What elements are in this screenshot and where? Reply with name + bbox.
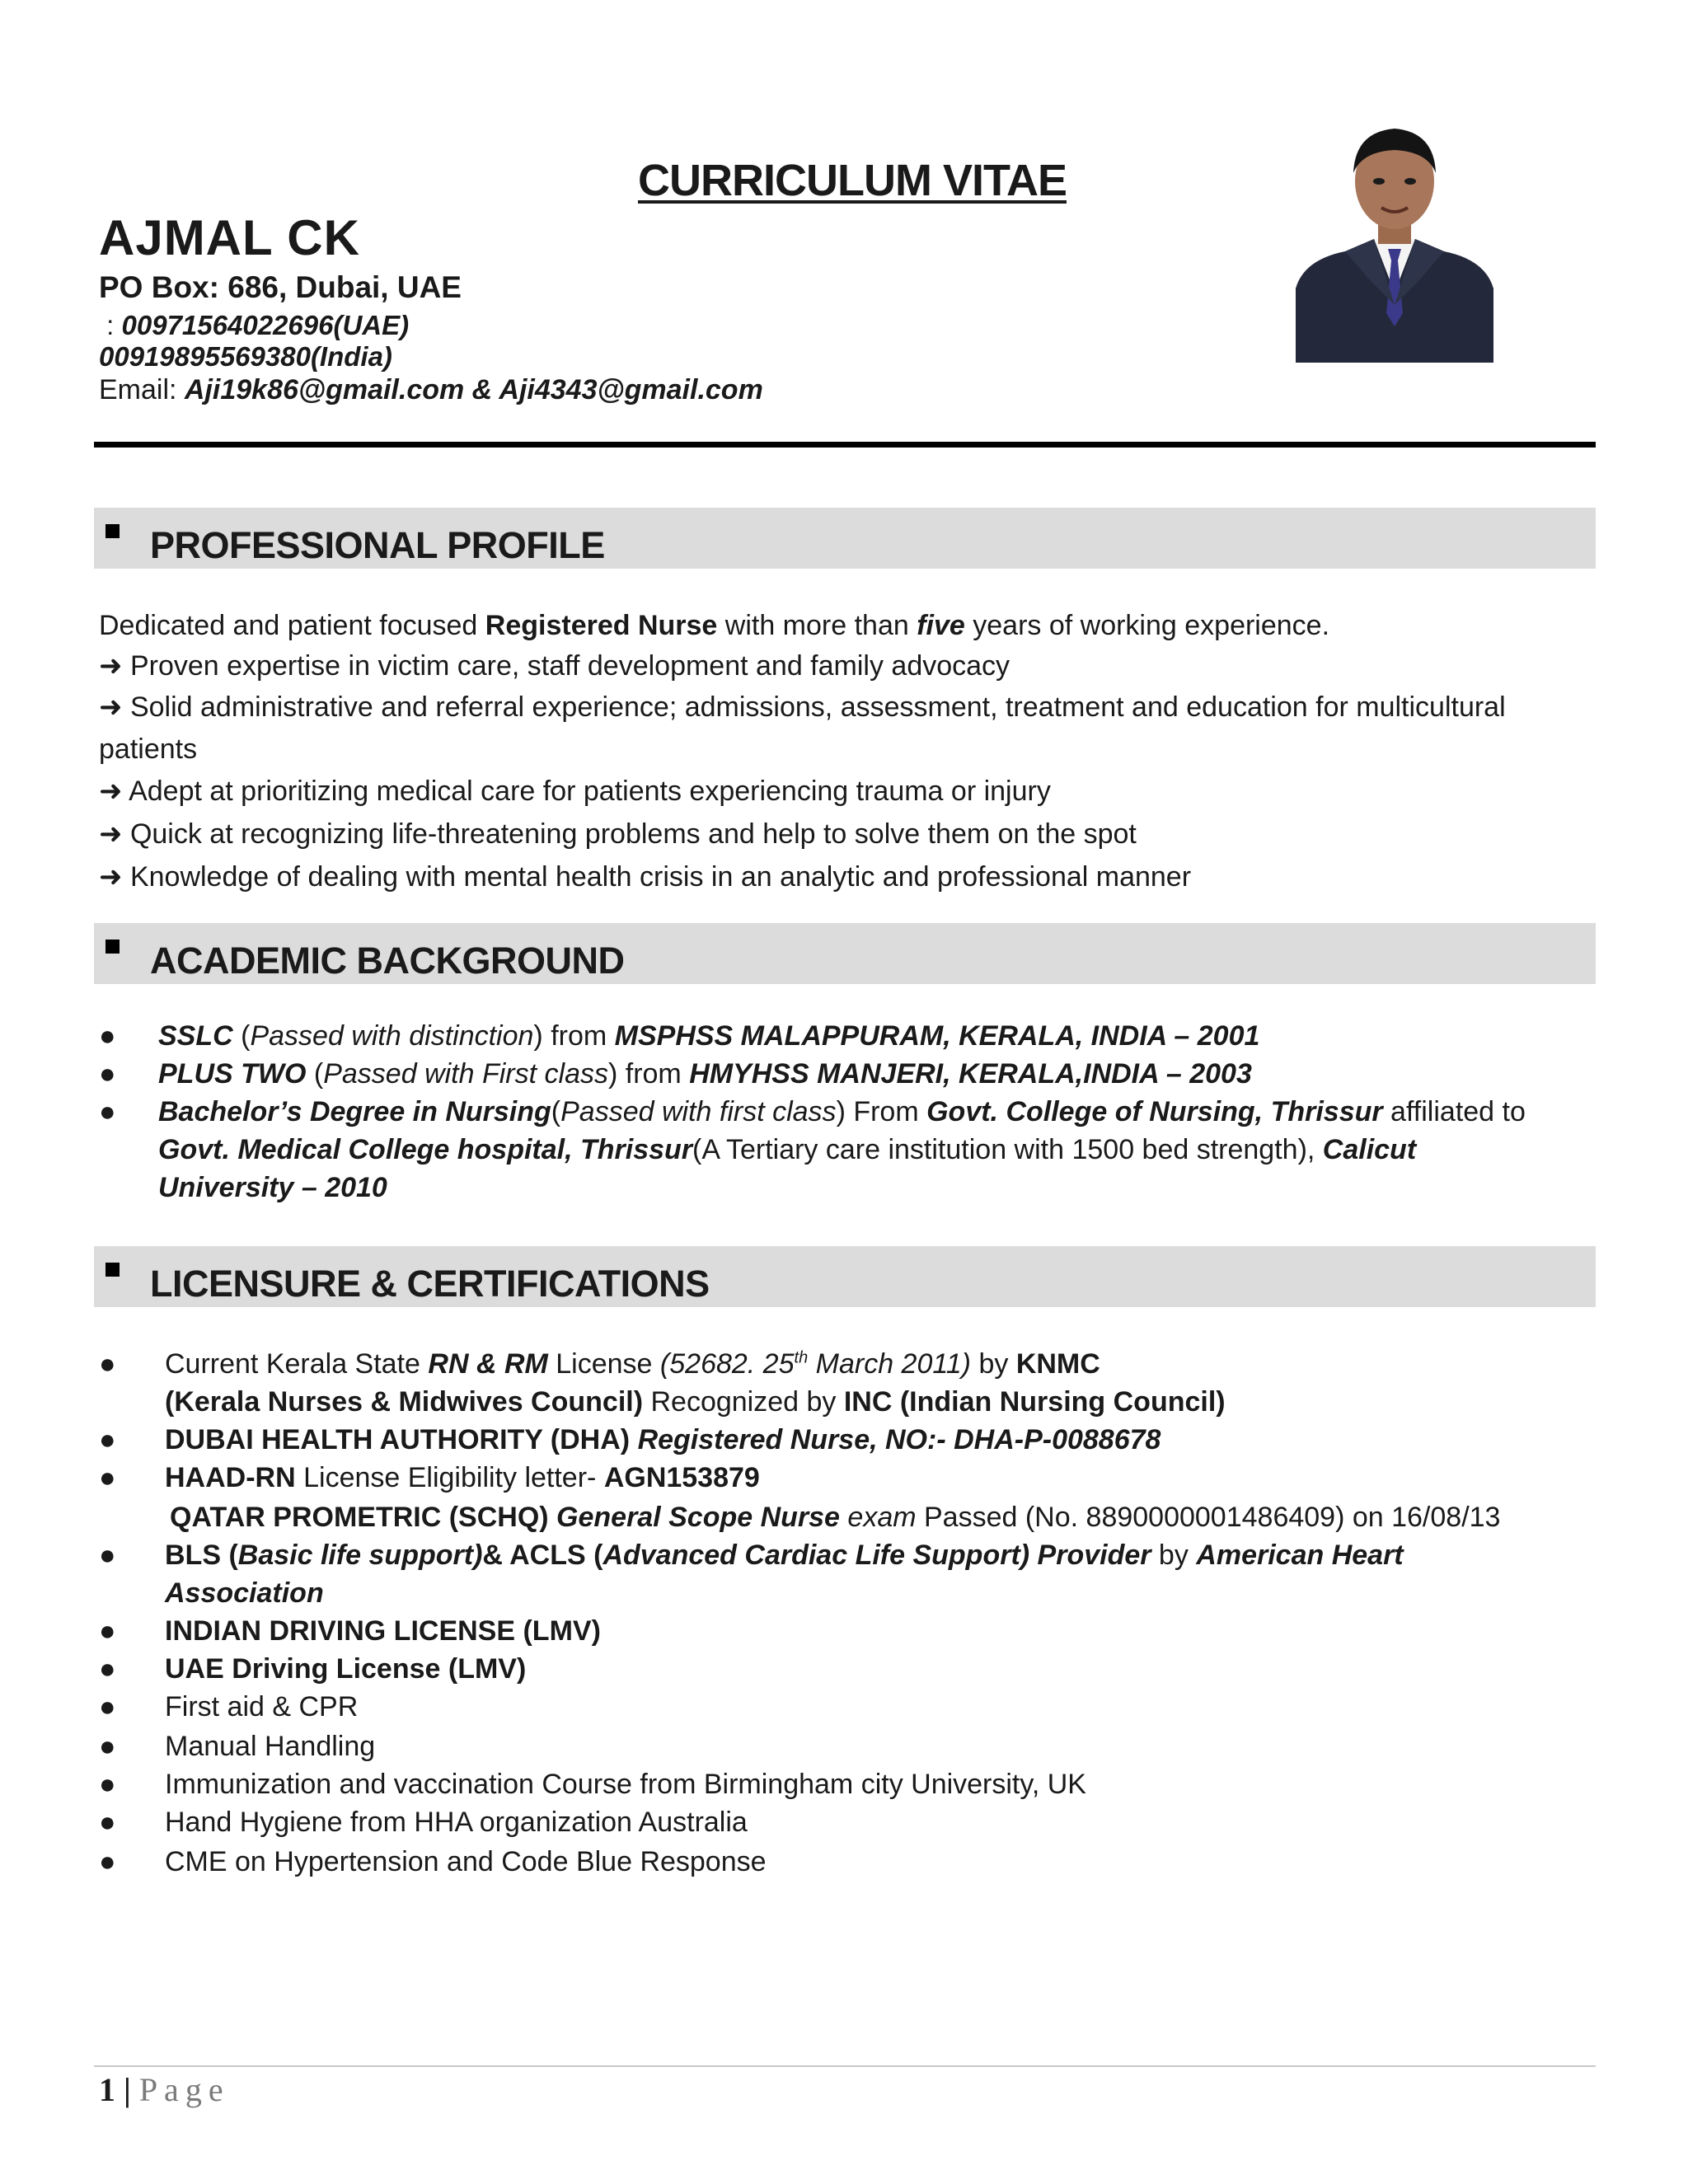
profile-photo	[1296, 115, 1493, 363]
list-item-qatar: QATAR PROMETRIC (SCHQ) General Scope Nurse exam Passed (No. 8890000001486409) on 16/08/13	[170, 1502, 1501, 1533]
bullet-icon: ●	[99, 1020, 116, 1052]
email-line: Email: Aji19k86@gmail.com & Aji4343@gmail.com	[99, 374, 763, 405]
document-title: CURRICULUM VITAE	[638, 156, 1067, 205]
square-bullet-icon	[106, 940, 120, 954]
profile-point: ➜ Solid administrative and referral experience; admissions, assessment, treatment and education for multicultural	[99, 691, 1506, 723]
bullet-icon: ●	[99, 1653, 116, 1685]
header-divider	[94, 442, 1596, 448]
bullet-icon: ●	[99, 1846, 116, 1877]
bullet-icon: ●	[99, 1615, 116, 1647]
bullet-icon: ●	[99, 1348, 116, 1380]
bullet-icon: ●	[99, 1691, 116, 1722]
bullet-icon: ●	[99, 1807, 116, 1838]
page-number: 1	[99, 2071, 115, 2108]
list-item-continuation: Govt. Medical College hospital, Thrissur(A Tertiary care institution with 1500 bed strength), Calicut	[158, 1134, 1417, 1165]
arrow-right-icon: ➜	[99, 650, 123, 682]
postal-address: PO Box: 686, Dubai, UAE	[99, 270, 462, 304]
section-title: ACADEMIC BACKGROUND	[150, 940, 625, 982]
profile-point: ➜ Adept at prioritizing medical care for patients experiencing trauma or injury	[99, 776, 1051, 807]
candidate-name: AJMAL CK	[99, 210, 360, 265]
phone-uae: : 00971564022696(UAE)	[99, 310, 410, 340]
profile-point: ➜ Knowledge of dealing with mental health crisis in an analytic and professional manner	[99, 861, 1192, 893]
arrow-right-icon: ➜	[99, 776, 123, 807]
section-title: LICENSURE & CERTIFICATIONS	[150, 1263, 710, 1305]
square-bullet-icon	[106, 524, 120, 538]
phone-india: 00919895569380(India)	[99, 341, 392, 372]
profile-point: ➜ Quick at recognizing life-threatening problems and help to solve them on the spot	[99, 818, 1137, 850]
section-header-professional-profile	[94, 508, 1596, 569]
arrow-right-icon: ➜	[99, 818, 123, 850]
arrow-right-icon: ➜	[99, 691, 123, 723]
list-item-continuation: Association	[165, 1577, 324, 1609]
bullet-icon: ●	[99, 1462, 116, 1493]
list-item-continuation: (Kerala Nurses & Midwives Council) Recognized by INC (Indian Nursing Council)	[165, 1386, 1226, 1418]
bullet-icon: ●	[99, 1096, 116, 1127]
section-title: PROFESSIONAL PROFILE	[150, 524, 605, 566]
profile-intro: Dedicated and patient focused Registered Nurse with more than five years of working experience.	[99, 610, 1330, 641]
list-item-continuation: University – 2010	[158, 1172, 387, 1203]
profile-point: ➜ Proven expertise in victim care, staff development and family advocacy	[99, 650, 1010, 682]
square-bullet-icon	[106, 1263, 120, 1277]
arrow-right-icon: ➜	[99, 861, 123, 893]
profile-point-continuation: patients	[99, 733, 198, 765]
section-header-academic-background	[94, 923, 1596, 984]
bullet-icon: ●	[99, 1769, 116, 1800]
page-label: Page	[138, 2071, 230, 2108]
bullet-icon: ●	[99, 1540, 116, 1571]
bullet-icon: ●	[99, 1731, 116, 1762]
bullet-icon: ●	[99, 1058, 116, 1090]
bullet-icon: ●	[99, 1424, 116, 1455]
section-header-licensure	[94, 1246, 1596, 1307]
footer-divider	[94, 2065, 1596, 2067]
page-footer: 1 | Page	[99, 2071, 230, 2108]
